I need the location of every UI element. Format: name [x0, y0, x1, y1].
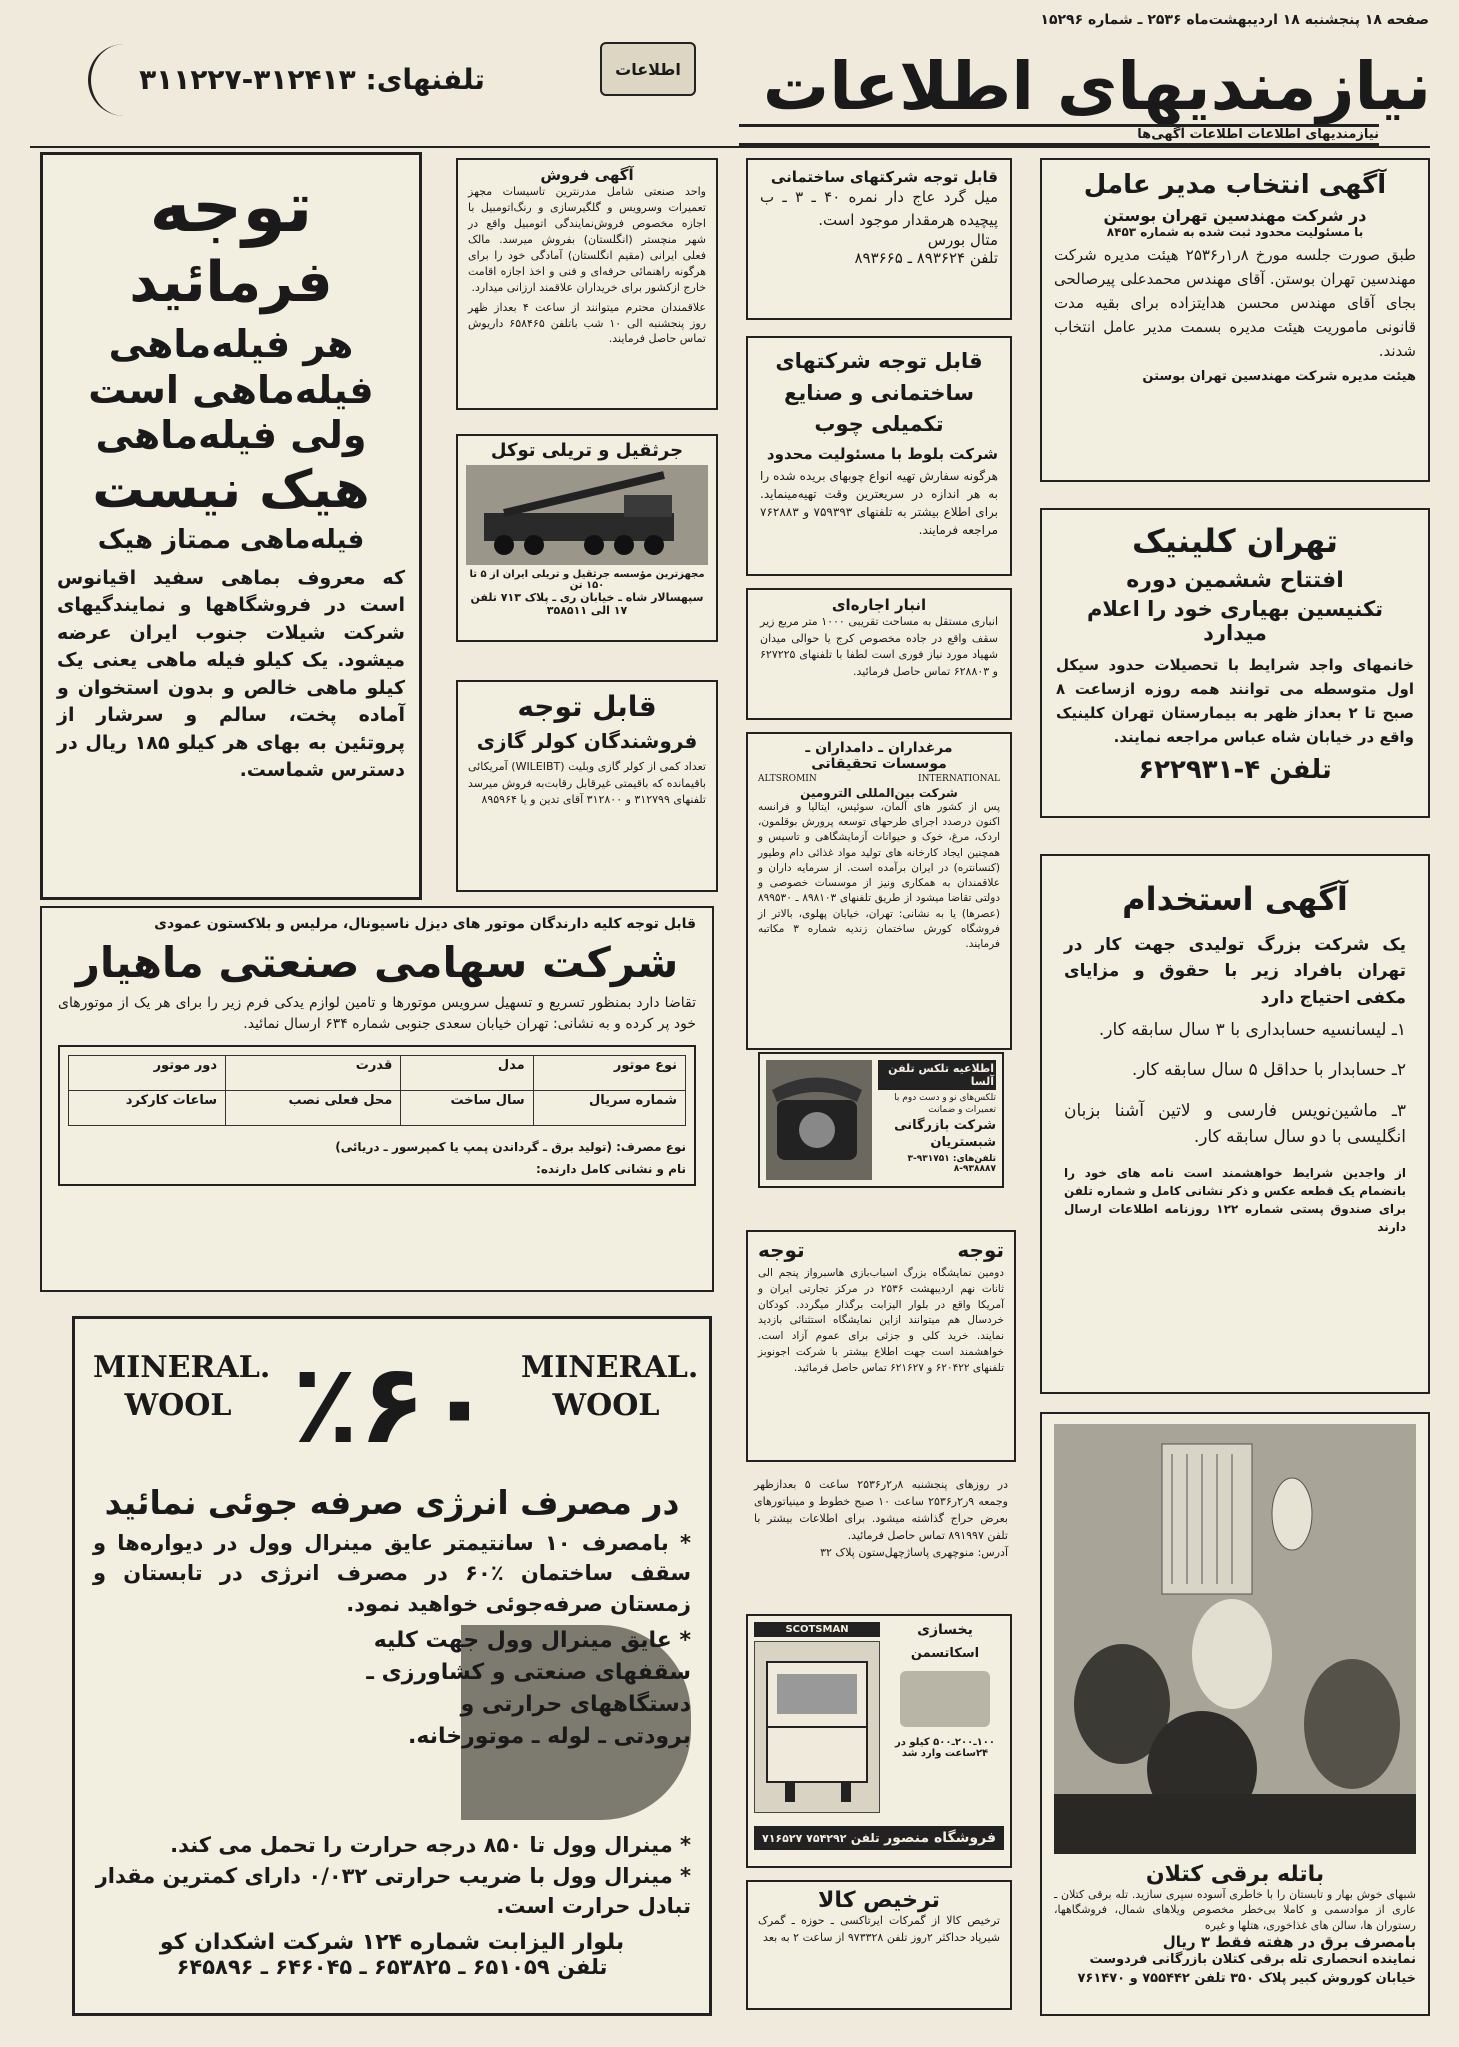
kettle-dealer: نماینده انحصاری تله برقی کتلان بازرگانی فردوست خیابان کوروش کبیر پلاک ۳۵۰ تلفن ۷۵۵۴۴۲ و ۷۶۱۴۷۰ [1077, 1952, 1416, 1987]
wood-company: شرکت بلوط با مسئولیت محدود [766, 444, 998, 463]
jewelry-body: در روزهای پنجشنبه ۸ر۲ر۲۵۳۶ ساعت ۵ بعدازظهر وجمعه ۹ر۲ر۲۵۳۶ ساعت ۱۰ صبح خطوط و مینیاتورهای بعرض حراج گذاشته میشود. برای اطلاعات بیشتر با تلفن ۸۹۱۹۹۷ تماس حاصل فرمائید. [754, 1478, 1008, 1543]
mahyar-top: قابل توجه کلیه دارندگان موتور های دیزل ناسیونال، مرلیس و بلاکستون عمودی [154, 916, 696, 932]
mahyar-usage: نوع مصرف: (تولید برق ـ گرداندن پمپ یا کمپرسور ـ دریائی) [335, 1140, 686, 1154]
scotsman-machine [754, 1622, 880, 1822]
ad-ceo [1040, 158, 1430, 482]
ranchers-title: مرغداران ـ دامداران ـ [805, 740, 953, 756]
ad-exhibition [746, 1230, 1016, 1462]
ceo-sign: هیئت مدیره شرکت مهندسین تهران بوستن [1142, 369, 1416, 384]
ad-jewelry [746, 1472, 1016, 1604]
ad-ranchers [746, 732, 1012, 1050]
mineral-p2 [321, 1625, 691, 1753]
phones-bracket [88, 44, 548, 116]
metal-body: میل گرد عاج دار نمره ۴۰ ـ ۳ ـ ب پیچیده هرمقدار موجود است. [760, 188, 998, 229]
scotsman-phones: ۷۵۴۲۹۲ ۷۱۶۵۲۷ [762, 1831, 847, 1845]
ad-sale [456, 158, 718, 410]
form-cell[interactable]: دور موتور [69, 1056, 226, 1091]
fish-l2: فرمائید [129, 250, 333, 315]
ceo-company: در شرکت مهندسین تهران بوستن [1103, 206, 1367, 225]
scotsman-store: فروشگاه منصور [884, 1830, 996, 1846]
ad-telex [758, 1052, 1004, 1188]
kettle-title: باتله برقی کتلان [1145, 1862, 1325, 1887]
warehouse-title: انبار اجاره‌ای [831, 596, 927, 614]
scotsman-top [754, 1622, 1004, 1822]
mahyar-form [58, 1045, 696, 1186]
mineral-percent: ٪۶۰ [291, 1340, 493, 1468]
form-cell[interactable]: مدل [401, 1056, 533, 1091]
wood-body: هرگونه سفارش تهیه انواع چوبهای بریده شده را به هر اندازه در سریعترین وقت تهیه‌مینماید. برای اطلاع بیشتر به تلفنهای ۷۵۹۳۹۳ و ۷۶۲۸۸۳ مراجعه فرمایند. [760, 468, 998, 537]
mineral-header [93, 1329, 699, 1479]
mineral-mid [93, 1625, 691, 1830]
fish-l5: ولی فیله‌ماهی [95, 413, 367, 458]
list-item: ۲ـ حسابدار با حداقل ۵ سال سابقه کار. [1131, 1060, 1406, 1081]
telex-phones: تلفن‌های: ۹۳۱۷۵۱-۳ ۹۳۸۸۸۷-۸ [907, 1154, 996, 1175]
mineral-address: بلوار الیزابت شماره ۱۲۴ شرکت اشکدان کو [159, 1929, 625, 1955]
scotsman-specs: ۱۰۰ـ۲۰۰ـ۵۰۰ کیلو در ۲۴ساعت وارد شد [895, 1737, 995, 1759]
sale-body: واحد صنعتی شامل مدرنترین تاسیسات مجهز تعمیرات وسرویس و گلگیرسازی و رنگ‌اتومبیل با اجازه مخصوص فروش‌نمایندگی اتومبیل واقع در شهر منچستر (انگلستان) بفروش میرسد. مالک فعلی ایرانی (مقیم انگلستان) آمادگی خود را برای هرگونه راهنمائی حرفه‌ای و فنی و اخذ اجازه اقامت خارج ازکشور برای خریداران علاقمند ارزانی میدارد. [468, 185, 706, 294]
kettle-usage: بامصرف برق در هفته فقط ۳ ریال [1162, 1933, 1416, 1952]
ad-warehouse [746, 588, 1012, 720]
form-cell[interactable]: ساعات کارکرد [69, 1091, 226, 1126]
mahyar-body: تقاضا دارد بمنظور تسریع و تسهیل سرویس موتورها و تامین لوازم یدکی فرم زیر را برای هر یک از موتورهای خود پر کرده و به نشانی: تهران خیابان سعدی جنوبی شماره ۶۳۴ ارسال نمائید. [58, 995, 696, 1032]
metal-phones: تلفن ۸۹۳۶۲۴ ـ ۸۹۳۶۶۵ [854, 249, 998, 267]
telephone-icon [766, 1060, 872, 1180]
fish-l7: فیله‌ماهی ممتاز هیک [97, 525, 365, 556]
ceo-title: آگهی انتخاب مدیر عامل [1083, 170, 1387, 200]
wood-title: قابل توجه شرکتهای ساختمانی و صنایع تکمیلی چوب [775, 349, 983, 436]
employment-title: آگهی استخدام [1122, 880, 1348, 918]
scotsman-footer [754, 1826, 1004, 1850]
employment-footer: از واجدین شرایط خواهشمند است نامه های خود را بانضمام یک قطعه عکس و ذکر نشانی کامل و شماره تلفن برای صندوق پستی شماره ۱۲۲ روزنامه اطلاعات ارسال دارند [1064, 1166, 1406, 1235]
fish-body: که معروف بماهی سفید اقیانوس است در فروشگاهها و نمایندگیهای شرکت شیلات جنوب ایران عرضه میشود. یک کیلو فیله ماهی یعنی یک کیلو ماهی خالص و بدون استخوان و آماده پخت، سالم و سرشار از پروتئین به بهای هر کیلو ۱۸۵ ریال در دسترس شماست. [57, 566, 405, 782]
ad-cooler [456, 680, 718, 892]
form-cell[interactable]: قدرت [226, 1056, 401, 1091]
scotsman-cups-image [900, 1671, 990, 1727]
form-row [69, 1091, 686, 1126]
clinic-sub2: تکنیسین بهیاری خود را اعلام میدارد [1086, 597, 1384, 645]
ranchers-latin-1: ALTSROMIN [758, 774, 817, 784]
exhibition-title-l: توجه [758, 1238, 805, 1262]
scotsman-subtitle: اسکاتسمن [910, 1646, 980, 1661]
masthead-sub: نیازمندیهای اطلاعات اطلاعات آگهی‌ها [739, 124, 1379, 146]
page-info: صفحه ۱۸ پنجشنبه ۱۸ اردیبهشت‌ماه ۲۵۳۶ ـ شماره ۱۵۲۹۶ [1040, 12, 1429, 28]
list-item: ۳ـ ماشین‌نویس فارسی و لاتین آشنا بزبان انگلیسی با دو سال سابقه کار. [1064, 1100, 1406, 1148]
crane-truck-icon [466, 465, 708, 565]
kettle-photo-icon [1054, 1424, 1416, 1854]
mineral-p2-line: برودتی ـ لوله ـ موتورخانه. [408, 1723, 691, 1749]
telex-text [878, 1060, 996, 1180]
exhibition-body: دومین نمایشگاه بزرگ اسباب‌بازی هاسبرواز پنجم الی ثانات نهم اردیبهشت ۲۵۳۶ در مرکز تجارتی ایران و آمریکا واقع در بلوار الیزابت برگذار میگردد. کودکان خردسال هم میتوانند ازاین نمایشگاه استثنائی بازدید نمایند. خرید کلی و جزئی برای عموم آزاد است. خواهشمند است جهت اطلاع بیشتر با شرکت اجونوبز تلفنهای ۶۲۰۴۲۲ و ۶۲۱۶۲۷ تماس حاصل فرمائید. [758, 1267, 1004, 1374]
ice-machine-icon [757, 1642, 879, 1812]
metal-title: قابل توجه شرکتهای ساختمانی [770, 168, 998, 186]
clinic-body: خانمهای واجد شرایط با تحصیلات حدود سیکل اول متوسطه می توانند همه روزه ازساعت ۸ صبح تا ۲ بعداز ظهر به بیمارستان تهران کلینیک واقع در خیابان شاه عباس مراجعه نمایند. [1056, 656, 1414, 746]
mahyar-title: شرکت سهامی صنعتی ماهیار [75, 938, 679, 987]
mineral-p4: * مینرال وول با ضریب حرارتی ۰/۰۳۲ دارای کمترین مقدار تبادل حرارت است. [95, 1863, 691, 1919]
sale-contact: علاقمندان محترم میتوانند از ساعت ۴ بعداز ظهر روز پنجشنبه الی ۱۰ شب باتلفن ۶۵۸۴۶۵ داریوش تماس حاصل فرمایند. [468, 300, 707, 346]
ad-fish [40, 152, 422, 900]
ranchers-subtitle: موسسات تحقیقاتی [811, 756, 947, 772]
telex-l1: اطلاعیه تلکس تلفن آلسا [878, 1060, 996, 1090]
mahyar-name-line: نام و نشانی کامل دارنده: [536, 1162, 686, 1176]
kettle-body: شبهای خوش بهار و تابستان را با خاطری آسوده سپری سازید. تله برقی کتلان ـ عاری از موادسمی و کاملا بی‌خطر مخصوص ویلاهای شمال، فروشگاهها، رستوران ها، سالن های غذاخوری، هتلها و غیره [1054, 1888, 1416, 1932]
cooler-subtitle: فروشندگان کولر گازی [476, 729, 698, 753]
ad-scotsman [746, 1614, 1012, 1868]
ranchers-company: شرکت بین‌المللی الترومین [800, 786, 958, 800]
mineral-p2-line: سقفهای صنعتی و کشاورزی ـ [366, 1660, 691, 1686]
clinic-sub1: افتتاح ششمین دوره [1126, 568, 1344, 593]
masthead: نیازمندیهای اطلاعات [762, 48, 1431, 125]
ad-customs [746, 1880, 1012, 2010]
form-cell[interactable]: سال ساخت [401, 1091, 533, 1126]
ad-tehran-clinic [1040, 508, 1430, 818]
mahyar-form-table [68, 1055, 686, 1126]
header-rule [30, 146, 1430, 148]
ad-mahyar [40, 906, 714, 1292]
crane-title: جرثقیل و تریلی توکل [490, 440, 684, 461]
employment-list [1064, 1017, 1406, 1150]
ad-kettle [1040, 1412, 1430, 2016]
form-cell[interactable]: محل فعلی نصب [226, 1091, 401, 1126]
ad-crane [456, 434, 718, 642]
ad-employment [1040, 854, 1430, 1394]
ad-mineral-wool [72, 1316, 712, 2016]
ice-machine-image [754, 1641, 880, 1813]
employment-intro: یک شرکت بزرگ تولیدی جهت کار در تهران بافراد زیر با حقوق و مزایای مکفی احتیاج دارد [1064, 935, 1406, 1008]
customs-title: ترخیص کالا [818, 1888, 940, 1913]
clinic-title: تهران کلینیک [1131, 522, 1339, 560]
cooler-body: تعداد کمی از کولر گازی وبلیت (WILEIBT) آمریکائی باقیمانده که باقیمتی غیرقابل رقابت‌به فروش میرسد تلفنهای ۳۱۲۷۹۹ و ۳۱۲۸۰۰ آقای تدین و یا ۸۹۵۹۶۴ [468, 760, 706, 806]
scotsman-phone-label: تلفن [850, 1831, 880, 1845]
exhibition-titles [758, 1238, 1004, 1262]
form-row [69, 1056, 686, 1091]
scotsman-title: یخسازی [917, 1622, 973, 1638]
exhibition-title-r: توجه [957, 1238, 1004, 1262]
mineral-p1: * بامصرف ۱۰ سانتیمتر عایق مینرال وول در دیواره‌ها و سقف ساختمان ٪۶۰ در مصرف انرژی در تابستان و زمستان صرفه‌جوئی خواهید نمود. [93, 1531, 691, 1616]
mineral-phones: تلفن ۶۵۱۰۵۹ ـ ۶۵۳۸۲۵ ـ ۶۴۶۰۴۵ ـ ۶۴۵۸۹۶ [176, 1954, 608, 1979]
sale-title: آگهی فروش [540, 166, 634, 184]
scotsman-brand: SCOTSMAN [754, 1622, 880, 1637]
mineral-p3: * مینرال وول تا ۸۵۰ درجه حرارت را تحمل می کند. [170, 1833, 691, 1858]
logo: اطلاعات [600, 42, 696, 96]
fish-l6: هیک نیست [92, 459, 370, 520]
fish-l4: فیله‌ماهی است [88, 367, 374, 412]
ad-wood [746, 336, 1012, 576]
fish-l3: هر فیله‌ماهی [108, 322, 354, 367]
scotsman-text [886, 1622, 1004, 1822]
form-cell[interactable]: نوع موتور [533, 1056, 685, 1091]
cooler-title: قابل توجه [517, 690, 657, 723]
phones-header: تلفنهای: ۳۱۲۴۱۳-۳۱۱۲۲۷ [139, 63, 485, 96]
crane-truck-image [466, 465, 708, 565]
mineral-right-label: MINERAL. WOOL [521, 1350, 699, 1423]
ad-metal [746, 158, 1012, 320]
form-cell[interactable]: شماره سریال [533, 1091, 685, 1126]
ceo-reg: با مسئولیت محدود ثبت شده به شماره ۸۴۵۳ [1106, 225, 1364, 239]
crane-address: سپهسالار شاه ـ خیابان ری ـ پلاک ۷۱۳ تلفن ۱۷ الی ۳۵۸۵۱۱ [470, 591, 704, 617]
ceo-body: طبق صورت جلسه مورخ ۸ر۱ر۲۵۳۶ هیئت مدیره شرکت مهندسین تهران بوستن. آقای مهندس محمدعلی پیرصالحی بجای آقای مهندس محسن هدایتزاده برای بقیه مدت قانونی ماموریت هیئت مدیره بسمت مدیر عامل انتخاب شدند. [1054, 246, 1416, 360]
mineral-p2-title: * عایق مینرال وول جهت کلیه [373, 1628, 691, 1654]
clinic-phone: تلفن ۴-۶۲۲۹۳۱ [1138, 755, 1332, 785]
mineral-headline: در مصرف انرژی صرفه جوئی نمائید [104, 1483, 680, 1522]
ranchers-latin-2: INTERNATIONAL [918, 774, 1000, 784]
telex-company: شرکت بازرگانی شبستریان [894, 1118, 996, 1151]
crane-caption: مجهزترین مؤسسه جرثقیل و تریلی ایران از ۵ تا ۱۵۰ تن [469, 569, 705, 591]
fish-l1: توجه [149, 166, 313, 248]
ranchers-latin [758, 774, 1000, 784]
mineral-p2-line: دستگاههای حرارتی و [460, 1692, 691, 1718]
kettle-photo [1054, 1424, 1416, 1854]
jewelry-address: آدرس: منوچهری پاساژچهل‌ستون پلاک ۳۲ [820, 1546, 1008, 1560]
customs-body: ترخیص کالا از گمرکات ایرتاکسی ـ حوزه ـ گمرک شیرپاد حداکثر ۲روز تلفن ۹۷۳۳۲۸ از ساعت ۲ به بعد [758, 1914, 1000, 1944]
warehouse-body: انباری مستقل به مساحت تقریبی ۱۰۰۰ متر مربع زیر سقف واقع در جاده مخصوص کرج یا حوالی میدان شهیاد مورد نیاز فوری است لطفا با تلفنهای ۶۲۷۲۲۵ و ۶۲۸۸۰۳ تماس حاصل فرمائید. [760, 615, 998, 678]
list-item: ۱ـ لیسانسیه حسابداری با ۳ سال سابقه کار. [1098, 1020, 1406, 1041]
telephone-image [766, 1060, 872, 1180]
ranchers-body: پس از کشور های آلمان، سوئیس، ایتالیا و فرانسه اکنون درصدد اجرای طرحهای توسعه پرورش بوقلمون، اردک، مرغ، خوک و حیوانات آزمایشگاهی و تاسیس و همچنین ایجاد کارخانه های تولید مواد غذائی دام وطیور (کنسانتره) در ایران برآمده است. از سرمایه داران و علاقمندان به همکاری ونیز از موسسات خصوصی و دولتی تقاضا میشود از طریق تلفنهای ۸۹۸۱۰۳ ـ ۸۹۹۵۳۰ (عصرها) یا به نشانی: تهران، خیابان پهلوی، بالاتر از فروشگاه کورش ساختمان زندیه شماره ۳ مکاتبه فرمایند. [758, 801, 1001, 950]
telex-l2: تلکس‌های نو و دست دوم با تعمیرات و ضمانت [894, 1093, 996, 1116]
mineral-left-label: MINERAL. WOOL [93, 1350, 271, 1423]
metal-name: متال بورس [927, 231, 998, 249]
